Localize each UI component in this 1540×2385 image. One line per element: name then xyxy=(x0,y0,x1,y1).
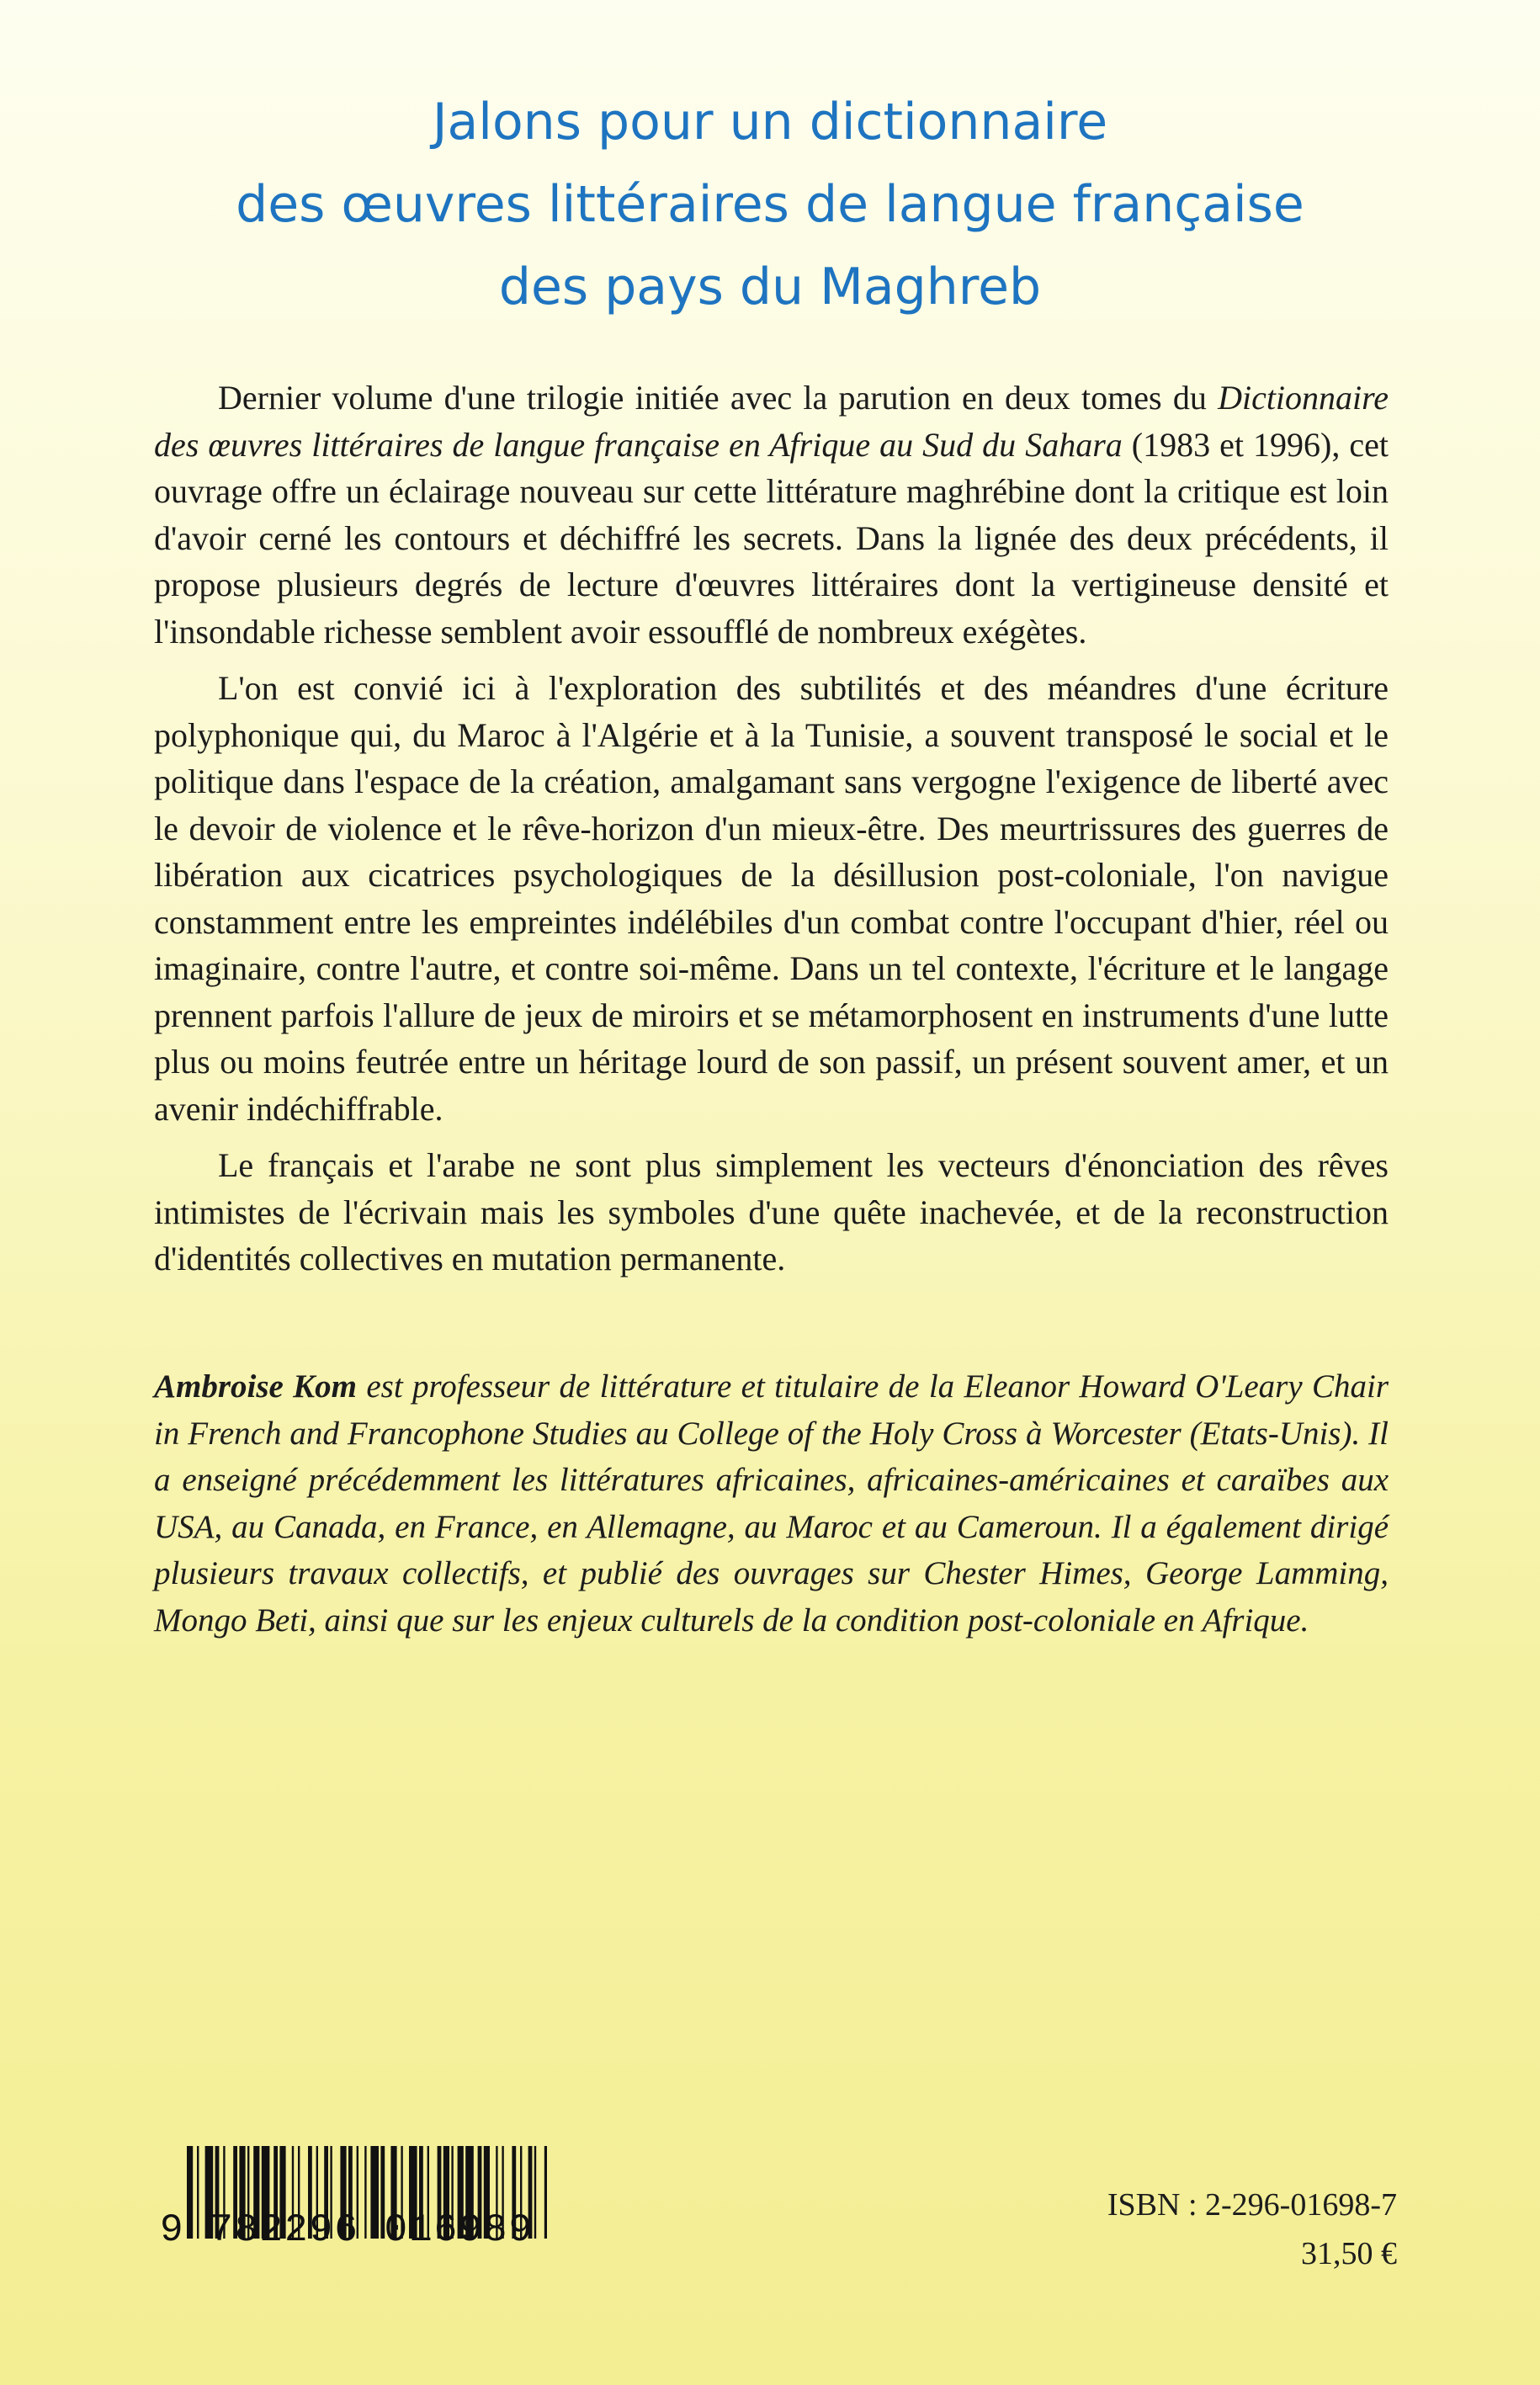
author-bio xyxy=(154,1363,1389,1644)
paragraph-1-end: (1983 et 1996), cet ouvrage offre un éclairage nouveau sur cette littérature maghrébine dont la critique est loin d'avoir cerné les contours et déchiffré les secrets. Dans la lignée des deux précédents, il propose plusieurs degrés de lecture d'œuvres littéraires dont la vertigineuse densité et l'insondable richesse semblent avoir essoufflé de nombreux exégètes. xyxy=(154,425,1389,651)
author-name: Ambroise Kom xyxy=(154,1368,358,1405)
paragraph-3: Le français et l'arabe ne sont plus simplement les vecteurs d'énonciation des rêves intimistes de l'écrivain mais les symboles d'une quête inachevée, et de la reconstruction d'identités collectives en mutation permanente. xyxy=(154,1146,1389,1277)
barcode-digits: 9 782296 016989 xyxy=(160,2208,534,2252)
author-bio-text: est professeur de littérature et titulaire de la Eleanor Howard O'Leary Chair in French and Francophone Studies au College of the Holy Cross à Worcester (Etats-Unis). Il a enseigné précédemment les littératures africaines, africaines-américaines et caraïbes aux USA, au Canada, en France, en Allemagne, au Maroc et au Cameroun. Il a également dirigé plusieurs travaux collectifs, et publié des ouvrages sur Chester Himes, George Lamming, Mongo Beti, ainsi que sur les enjeux culturels de la condition post-coloniale en Afrique. xyxy=(154,1368,1389,1639)
paragraph-2: L'on est convié ici à l'exploration des subtilités et des méandres d'une écriture polyphonique qui, du Maroc à l'Algérie et à la Tunisie, a souvent transposé le social et le politique dans l'espace de la création, amalgamant sans vergogne l'exigence de liberté avec le devoir de violence et le rêve-horizon d'un mieux-être. Des meurtrissures des guerres de libération aux cicatrices psychologiques de la désillusion post-coloniale, l'on navigue constamment entre les empreintes indélébiles d'un combat contre l'occupant d'hier, réel ou imaginaire, contre l'autre, et contre soi-même. Dans un tel contexte, l'écriture et le langage prennent parfois l'allure de jeux de miroirs et se métamorphosent en instruments d'une lutte plus ou moins feutrée entre un héritage lourd de son passif, un présent souvent amer, et un avenir indéchiffrable. xyxy=(154,669,1389,1128)
paragraph-1 xyxy=(154,374,1389,655)
title-line-3: des pays du Maghreb xyxy=(498,258,1042,316)
description xyxy=(154,374,1389,1293)
isbn: ISBN : 2-296-01698-7 xyxy=(1107,2187,1397,2223)
price: 31,50 € xyxy=(1301,2236,1397,2271)
book-title xyxy=(0,81,1540,328)
cited-title: Dictionnaire des œuvres littéraires de langue française en Afrique au Sud du Sahara xyxy=(154,379,1389,464)
title-line-1: Jalons pour un dictionnaire xyxy=(432,93,1108,151)
paragraph-1-start: Dernier volume d'une trilogie initiée avec la parution en deux tomes du xyxy=(218,379,1219,417)
title-line-2: des œuvres littéraires de langue française xyxy=(236,175,1304,234)
